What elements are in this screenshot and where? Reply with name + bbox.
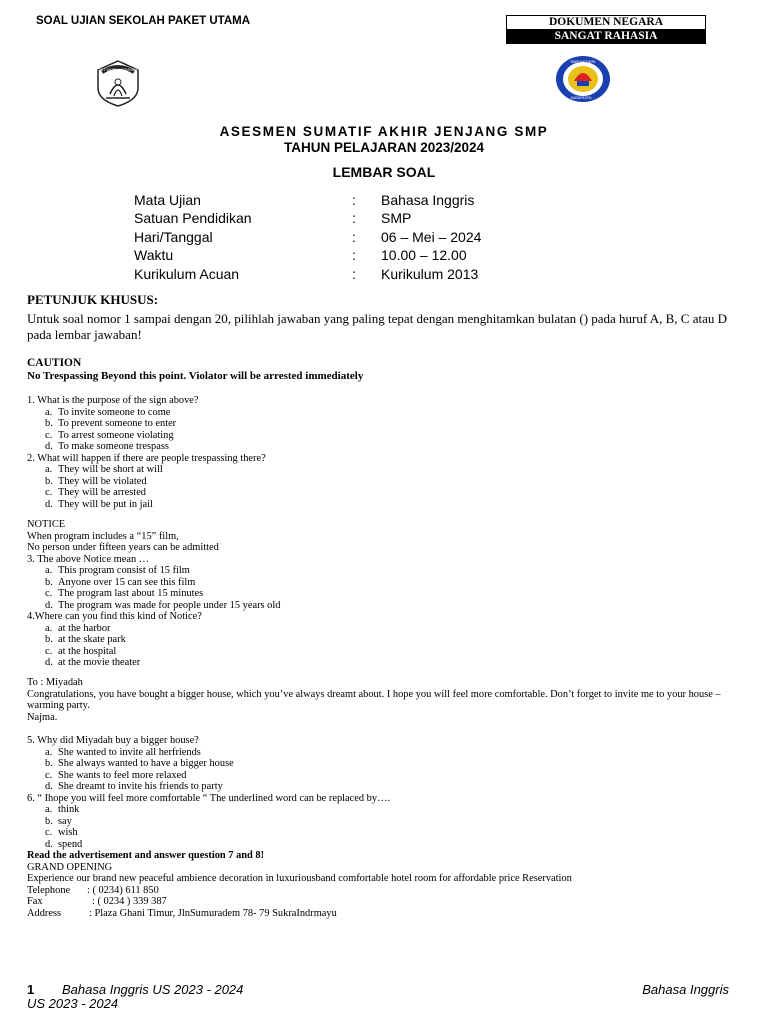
header-title: SOAL UJIAN SEKOLAH PAKET UTAMA	[36, 15, 251, 27]
option: d. The program was made for people under 15 years old	[45, 599, 281, 611]
letter-to: To : Miyadah	[27, 677, 83, 688]
notice-title: NOTICE	[27, 519, 66, 530]
notice-line: When program includes a “15” film,	[27, 530, 179, 542]
option: c. wish	[45, 827, 78, 838]
option: d. To make someone trespass	[45, 441, 169, 452]
option: a. She wanted to invite all herfriends	[45, 746, 201, 758]
academic-year: TAHUN PELAJARAN 2023/2024	[283, 140, 485, 155]
option: d. at the movie theater	[45, 657, 141, 668]
ad-telephone: Telephone : ( 0234) 611 850	[27, 884, 159, 896]
question-stem: 4.Where can you find this kind of Notice?	[27, 611, 202, 622]
option: b. She always wanted to have a bigger house	[45, 758, 234, 769]
advertisement-title: GRAND OPENING	[27, 861, 113, 873]
page-number: 1	[27, 982, 35, 997]
option: d. She dreamt to invite his friends to party	[45, 781, 223, 792]
option: a. at the harbor	[45, 622, 111, 634]
option: d. spend	[45, 838, 83, 850]
info-label: Kurikulum Acuan	[134, 266, 240, 282]
question-stem: 6. “ Ihope you will feel more comfortable “ The underlined word can be replaced by….	[27, 792, 391, 804]
info-value: 10.00 – 12.00	[381, 247, 467, 263]
info-label: Waktu	[134, 247, 174, 263]
letter-text	[27, 677, 755, 723]
option: b. Anyone over 15 can see this film	[45, 576, 196, 588]
question-stem: 3. The above Notice mean …	[27, 553, 150, 565]
option: b. To prevent someone to enter	[45, 418, 177, 429]
school-logo	[554, 55, 612, 103]
svg-text:KABUPATEN ...: KABUPATEN ...	[570, 96, 596, 100]
advertisement-instruction: Read the advertisement and answer question 7 and 8!	[27, 850, 265, 861]
tut-wuri-handayani-logo	[90, 58, 146, 108]
letter-sign: Najma.	[27, 711, 58, 723]
question-stem: 1. What is the purpose of the sign above?	[27, 395, 199, 406]
svg-text:SMP NEGERI: SMP NEGERI	[570, 59, 596, 64]
option: d. They will be put in jail	[45, 498, 153, 510]
instructions-text: Untuk soal nomor 1 sampai dengan 20, pilihlah jawaban yang paling tepat dengan menghitamkan bulatan () pada huruf A, B, C atau D pada lembar jawaban!	[27, 311, 728, 342]
page-footer	[27, 983, 737, 1011]
exam-title: ASESMEN SUMATIF AKHIR JENJANG SMP	[219, 124, 549, 139]
info-label: Hari/Tanggal	[134, 229, 213, 245]
doc-label: DOKUMEN NEGARA	[548, 16, 664, 28]
info-colon: :	[352, 229, 356, 245]
question-stem: 5. Why did Miyadah buy a bigger house?	[27, 735, 199, 746]
svg-text:TUT WURI HANDAYANI: TUT WURI HANDAYANI	[98, 68, 138, 72]
ad-address: Address : Plaza Ghani Timur, JlnSumuradem 78- 79 SukraIndrmayu	[27, 907, 337, 919]
option: a. To invite someone to come	[45, 406, 171, 418]
option: a. think	[45, 804, 80, 815]
option: c. To arrest someone violating	[45, 429, 174, 441]
option: c. They will be arrested	[45, 487, 146, 498]
info-label: Mata Ujian	[134, 192, 201, 208]
sheet-title: LEMBAR SOAL	[332, 164, 436, 180]
option: b. They will be violated	[45, 475, 147, 487]
questions-5-6	[27, 735, 755, 919]
footer-right-text: Bahasa Inggris	[642, 982, 729, 997]
info-colon: :	[352, 210, 356, 226]
info-label: Satuan Pendidikan	[134, 210, 252, 226]
option: a. They will be short at will	[45, 464, 163, 475]
option: c. The program last about 15 minutes	[45, 588, 204, 599]
info-value: Bahasa Inggris	[381, 192, 475, 208]
advertisement-text: Experience our brand new peaceful ambience decoration in luxuriousband comfortable hotel room for affordable price Reservation	[27, 873, 572, 884]
letter-body: Congratulations, you have bought a bigger house, which you’ve always dreamt about. I hope you will feel more comfortable. Don’t forget to invite me to your house –warming party.	[27, 688, 721, 711]
option: c. at the hospital	[45, 645, 117, 657]
ad-fax: Fax : ( 0234 ) 339 387	[27, 896, 167, 907]
info-value: SMP	[381, 210, 412, 226]
secret-label: SANGAT RAHASIA	[507, 29, 705, 43]
option: b. at the skate park	[45, 634, 126, 645]
notice-and-questions-3-4	[27, 519, 755, 669]
info-colon: :	[352, 247, 356, 263]
notice-line: No person under fifteen years can be admitted	[27, 542, 219, 553]
instructions-title: PETUNJUK KHUSUS:	[27, 292, 159, 307]
info-colon: :	[352, 266, 356, 282]
question-stem: 2. What will happen if there are people trespassing there?	[27, 452, 266, 464]
questions-1-2	[27, 395, 755, 510]
info-value: 06 – Mei – 2024	[381, 229, 482, 245]
option: b. say	[45, 815, 72, 827]
option: a. This program consist of 15 film	[45, 565, 190, 576]
caution-text: No Trespassing Beyond this point. Violator will be arrested immediately	[27, 370, 364, 382]
footer-left-text: Bahasa Inggris US 2023 - 2024	[62, 982, 244, 997]
info-colon: :	[352, 192, 356, 208]
option: c. She wants to feel more relaxed	[45, 769, 187, 781]
footer-wrap-text: US 2023 - 2024	[27, 996, 119, 1011]
caution-title: CAUTION	[27, 357, 82, 369]
info-value: Kurikulum 2013	[381, 266, 479, 282]
document-classification-box	[506, 15, 706, 44]
